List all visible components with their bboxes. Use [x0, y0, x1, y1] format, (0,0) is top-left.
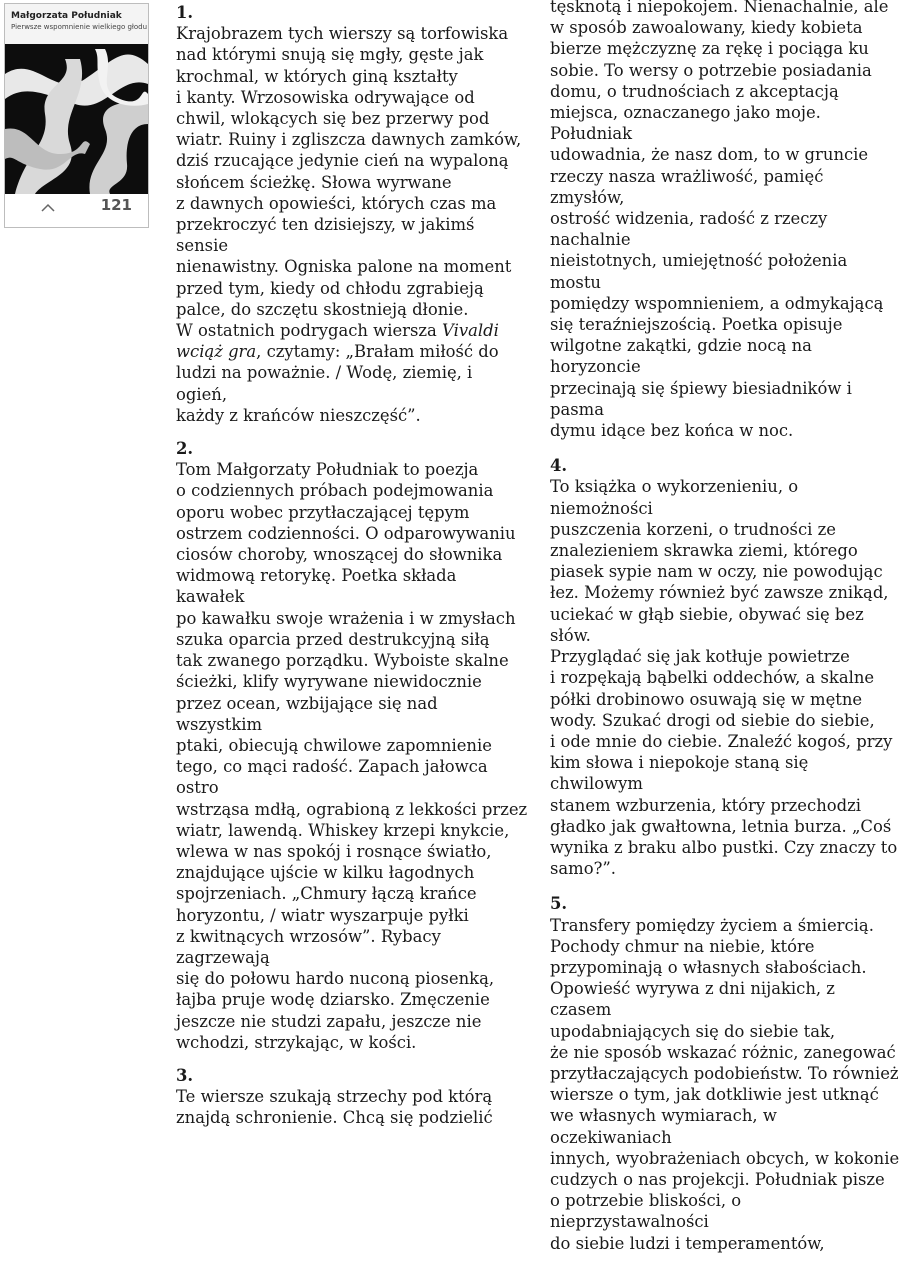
text-line: Te wiersze szukają strzechy pod którą — [176, 1087, 493, 1107]
section-text — [176, 459, 528, 1053]
text-segment: W ostatnich podrygach wiersza — [176, 321, 443, 341]
text-line: spojrzeniach. „Chmury łączą krańce — [176, 884, 477, 904]
text-line: przypominają o własnych słabościach. — [550, 957, 867, 977]
text-line: Przyglądać się jak kotłuje powietrze — [550, 647, 850, 667]
text-line: rzeczy nasza wrażliwość, pamięć zmysłów, — [550, 166, 824, 207]
italic-title: Vivaldi — [442, 321, 499, 341]
text-line: tego, co mąci radość. Zapach jałowca ostro — [176, 757, 488, 798]
text-line: łajba pruje wodę dziarsko. Zmęczenie — [176, 990, 490, 1010]
cover-series-number: 121 — [100, 196, 132, 214]
section-text — [176, 1086, 528, 1128]
text-line: o codziennych próbach podejmowania — [176, 481, 494, 501]
text-line: samo?”. — [550, 859, 616, 879]
publisher-logo-icon — [41, 203, 55, 213]
text-line: przed tym, kiedy od chłodu zgrabieją — [176, 278, 484, 298]
text-line: nad którymi snują się mgły, gęste jak — [176, 45, 484, 65]
text-line: Pochody chmur na niebie, które — [550, 936, 815, 956]
text-line: uciekać w głąb siebie, obywać się bez słów. — [550, 604, 864, 645]
text-line: pomiędzy wspomnieniem, a odmykającą — [550, 293, 884, 313]
text-line: przekroczyć ten dzisiejszy, w jakimś sensie — [176, 215, 475, 256]
text-line: słońcem ścieżkę. Słowa wyrwane — [176, 172, 452, 192]
text-line: znajdą schronienie. Chcą się podzielić — [176, 1108, 493, 1128]
text-line — [176, 341, 528, 362]
book-cover — [5, 4, 148, 227]
text-line: ścieżki, klify wyrywane niewidocznie — [176, 672, 482, 692]
text-line: nieistotnych, umiejętność położenia mostu — [550, 251, 848, 292]
text-line: chwil, wlokących się bez przerwy pod — [176, 109, 490, 129]
text-line: puszczenia korzeni, o trudności ze — [550, 519, 836, 539]
text-line: szuka oparcia przed destrukcyjną siłą — [176, 629, 490, 649]
section-4 — [550, 455, 900, 879]
text-line: i rozpękają bąbelki oddechów, a skalne — [550, 668, 875, 688]
section-number: 4. — [550, 456, 568, 476]
text-line: ludzi na poważnie. / Wodę, ziemię, i ogień, — [176, 363, 473, 404]
section-5 — [550, 893, 900, 1253]
text-line: jeszcze nie studzi zapału, jeszcze nie — [176, 1011, 482, 1031]
section-2 — [176, 438, 528, 1053]
text-line — [176, 320, 528, 341]
text-line: bierze mężczyznę za rękę i pociąga ku — [550, 39, 869, 59]
section-number: 5. — [550, 894, 568, 914]
text-line: palce, do szczętu skostnieją dłonie. — [176, 299, 469, 319]
text-line: we własnych wymiarach, w oczekiwaniach — [550, 1106, 777, 1147]
text-line: po kawałku swoje wrażenia i w zmysłach — [176, 608, 516, 628]
text-line: z kwitnących wrzosów”. Rybacy zagrzewają — [176, 926, 441, 967]
text-line: cudzych o nas projekcji. Południak pisze — [550, 1169, 885, 1189]
text-line: się do połowu hardo nuconą piosenką, — [176, 969, 495, 989]
text-line: ostrzem codzienności. O odparowywaniu — [176, 523, 516, 543]
text-line: i ode mnie do ciebie. Znaleźć kogoś, przy — [550, 731, 893, 751]
text-line: kim słowa i niepokoje staną się chwilowym — [550, 753, 809, 794]
text-line: wiersze o tym, jak dotkliwie jest utknąć — [550, 1085, 879, 1105]
text-line: Krajobrazem tych wierszy są torfowiska — [176, 24, 509, 44]
section-number: 2. — [176, 439, 194, 459]
text-line: widmową retorykę. Poetka składa kawałek — [176, 566, 457, 607]
text-line: stanem wzburzenia, który przechodzi — [550, 795, 861, 815]
section-text — [176, 23, 528, 426]
right-column — [550, 0, 900, 1266]
text-line: w sposób zawoalowany, kiedy kobieta — [550, 18, 863, 38]
text-line: tak zwanego porządku. Wyboiste skalne — [176, 651, 509, 671]
text-line: Transfery pomiędzy życiem a śmiercią. — [550, 915, 874, 935]
text-line: znalezieniem skrawka ziemi, którego — [550, 541, 858, 561]
text-line: przytłaczających podobieństw. To również — [550, 1063, 899, 1083]
text-line: do siebie ludzi i temperamentów, — [550, 1233, 825, 1253]
text-line: łez. Możemy również być zawsze znikąd, — [550, 583, 889, 603]
text-line: każdy z krańców nieszczęść”. — [176, 405, 421, 425]
text-line: dziś rzucające jedynie cień na wypaloną — [176, 151, 509, 171]
middle-column — [176, 2, 528, 1141]
text-line: że nie sposób wskazać różnic, zanegować — [550, 1042, 896, 1062]
text-line: horyzontu, / wiatr wyszarpuje pyłki — [176, 905, 469, 925]
text-line: udowadnia, że nasz dom, to w gruncie — [550, 145, 869, 165]
section-3 — [176, 1065, 528, 1129]
text-line: oporu wobec przytłaczającej tępym — [176, 502, 470, 522]
text-line: wynika z braku albo pustki. Czy znaczy to — [550, 837, 898, 857]
text-line: się teraźniejszością. Poetka opisuje — [550, 315, 843, 335]
text-line: przecinają się śpiewy biesiadników i pasma — [550, 378, 852, 419]
text-line: znajdujące ujście w kilku łagodnych — [176, 863, 475, 883]
text-line: półki drobinowo osuwają się w mętne — [550, 689, 863, 709]
text-line: sobie. To wersy o potrzebie posiadania — [550, 60, 872, 80]
text-line: nienawistny. Ogniska palone na moment — [176, 257, 512, 277]
text-line: innych, wyobrażeniach obcych, w kokonie — [550, 1148, 900, 1168]
text-line: z dawnych opowieści, których czas ma — [176, 193, 497, 213]
text-line: Tom Małgorzaty Południak to poezja — [176, 460, 479, 480]
text-line: ptaki, obiecują chwilowe zapomnienie — [176, 735, 492, 755]
text-line: krochmal, w których giną kształty — [176, 66, 458, 86]
text-line: i kanty. Wrzosowiska odrywające od — [176, 87, 475, 107]
text-line: wody. Szukać drogi od siebie do siebie, — [550, 710, 875, 730]
text-line: wstrząsa mdłą, ograbioną z lekkości przez — [176, 799, 528, 819]
section-text — [550, 915, 900, 1254]
cover-author: Małgorzata Południak — [11, 11, 122, 21]
text-line: ostrość widzenia, radość z rzeczy nachalnie — [550, 209, 828, 250]
text-line: To książka o wykorzenieniu, o niemożności — [550, 477, 799, 518]
text-line: domu, o trudnościach z akceptacją — [550, 81, 839, 101]
text-line: tęsknotą i niepokojem. Nienachalnie, ale — [550, 0, 889, 16]
section-3-continued — [550, 0, 900, 441]
cover-header-band — [5, 4, 148, 44]
text-line: wiatr. Ruiny i zgliszcza dawnych zamków, — [176, 130, 522, 150]
text-line: przez ocean, wzbijające się nad wszystkim — [176, 693, 438, 734]
section-number: 3. — [176, 1065, 194, 1085]
section-number: 1. — [176, 3, 194, 22]
text-line: o potrzebie bliskości, o nieprzystawalności — [550, 1191, 742, 1232]
text-line: gładko jak gwałtowna, letnia burza. „Coś — [550, 816, 892, 836]
cover-title: Pierwsze wspomnienie wielkiego głodu — [11, 23, 148, 31]
text-line: miejsca, oznaczanego jako moje. Południak — [550, 103, 821, 144]
text-line: wilgotne zakątki, gdzie nocą na horyzoncie — [550, 336, 812, 377]
text-line: wlewa w nas spokój i rosnące światło, — [176, 841, 492, 861]
section-text — [550, 0, 900, 441]
text-line: wchodzi, strzykając, w kości. — [176, 1032, 417, 1052]
section-text — [550, 476, 900, 879]
text-line: Opowieść wyrywa z dni nijakich, z czasem — [550, 979, 835, 1020]
section-1 — [176, 2, 528, 426]
text-line: upodabniających się do siebie tak, — [550, 1021, 836, 1041]
text-segment: , czytamy: „Brałam miłość do — [256, 342, 499, 362]
text-line: ciosów choroby, wnoszącej do słownika — [176, 545, 503, 565]
text-line: wiatr, lawendą. Whiskey krzepi knykcie, — [176, 820, 510, 840]
italic-title: wciąż gra — [176, 342, 257, 362]
text-line: dymu idące bez końca w noc. — [550, 421, 794, 441]
text-line: piasek sypie nam w oczy, nie powodując — [550, 562, 883, 582]
